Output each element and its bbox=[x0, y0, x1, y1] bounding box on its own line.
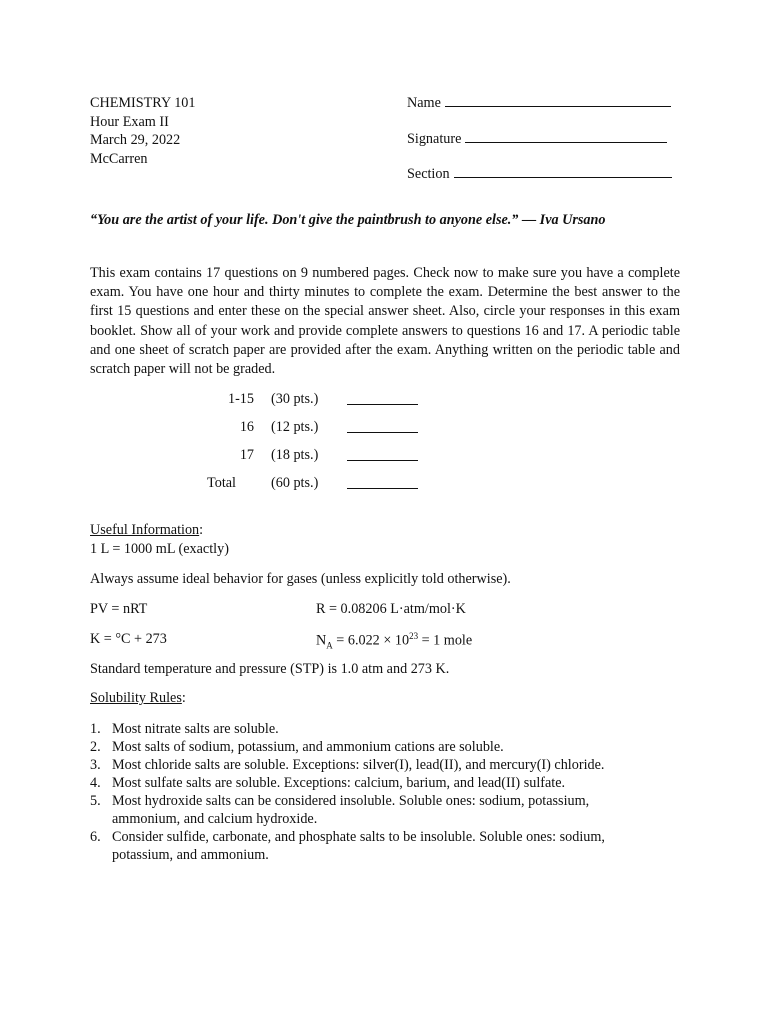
exam-header bbox=[90, 94, 196, 168]
useful-info-heading: Useful Information: bbox=[90, 522, 204, 538]
name-field[interactable] bbox=[407, 94, 671, 112]
exam-title: Hour Exam II bbox=[90, 113, 169, 130]
list-item: 2. Most salts of sodium, potassium, and ammonium cations are soluble. bbox=[90, 739, 504, 755]
score-item: 17 bbox=[239, 447, 254, 463]
list-item: 6. Consider sulfide, carbonate, and phosphate salts to be insoluble. Soluble ones: sodium, potassium, and ammonium. bbox=[90, 829, 605, 863]
score-item: 16 bbox=[239, 419, 254, 435]
score-item: 1-15 bbox=[227, 391, 254, 407]
inspirational-quote: “You are the artist of your life. Don't give the paintbrush to anyone else.” — Iva Ursano bbox=[90, 212, 606, 228]
exam-date: March 29, 2022 bbox=[90, 132, 181, 148]
section-label: Section bbox=[407, 166, 450, 182]
list-item: 3. Most chloride salts are soluble. Exceptions: silver(I), lead(II), and mercury(I) chloride. bbox=[90, 757, 605, 773]
list-item: 4. Most sulfate salts are soluble. Exceptions: calcium, barium, and lead(II) sulfate. bbox=[90, 775, 566, 791]
signature-label: Signature bbox=[407, 131, 462, 147]
score-row bbox=[190, 419, 254, 437]
name-blank[interactable] bbox=[445, 94, 671, 107]
score-blank[interactable] bbox=[347, 448, 418, 461]
score-points: (30 pts.) bbox=[271, 391, 319, 407]
signature-blank[interactable] bbox=[465, 130, 667, 143]
liter-conversion: 1 L = 1000 mL (exactly) bbox=[90, 541, 229, 557]
signature-field[interactable] bbox=[407, 130, 667, 148]
solubility-heading: Solubility Rules: bbox=[90, 690, 186, 706]
score-row bbox=[190, 391, 254, 409]
ideal-gas-note: Always assume ideal behavior for gases (unless explicitly told otherwise). bbox=[90, 571, 511, 587]
list-item: 1. Most nitrate salts are soluble. bbox=[90, 721, 279, 737]
instructor-name: McCarren bbox=[90, 150, 148, 167]
score-row bbox=[190, 475, 236, 493]
kelvin-conversion: K = °C + 273 bbox=[90, 631, 167, 647]
ideal-gas-law: PV = nRT bbox=[90, 601, 148, 617]
avogadro-number: $N_A = 6.022 \times 10^{23} = 1$ mole bbox=[316, 631, 473, 651]
score-points: (60 pts.) bbox=[271, 475, 319, 491]
course-title: CHEMISTRY 101 bbox=[90, 95, 196, 111]
list-item: 5. Most hydroxide salts can be considered insoluble. Soluble ones: sodium, potassium, ammonium, and calcium hydroxide. bbox=[90, 793, 590, 827]
section-blank[interactable] bbox=[454, 165, 672, 178]
score-blank[interactable] bbox=[347, 420, 418, 433]
section-field[interactable] bbox=[407, 165, 672, 183]
score-points: (18 pts.) bbox=[271, 447, 319, 463]
name-label: Name bbox=[407, 95, 441, 111]
score-points: (12 pts.) bbox=[271, 419, 319, 435]
gas-constant: R = 0.08206 L·atm/mol·K bbox=[316, 601, 466, 617]
stp-definition: Standard temperature and pressure (STP) is 1.0 atm and 273 K. bbox=[90, 661, 450, 677]
score-blank[interactable] bbox=[347, 392, 418, 405]
score-blank[interactable] bbox=[347, 476, 418, 489]
solubility-rules-list bbox=[90, 720, 660, 864]
score-row bbox=[190, 447, 254, 465]
score-item: Total bbox=[207, 475, 236, 491]
exam-instructions: This exam contains 17 questions on 9 numbered pages. Check now to make sure you have a complete exam. You have one hour and thirty minutes to complete the exam. Determine the best answer to the first 15 questions and enter these on the special answer sheet. Also, circle your responses in this exam booklet. Show all of your work and provide complete answers to questions 16 and 17. A periodic table and one sheet of scratch paper are provided after the exam. Anything written on the periodic table and scratch paper will not be graded. bbox=[90, 265, 680, 378]
